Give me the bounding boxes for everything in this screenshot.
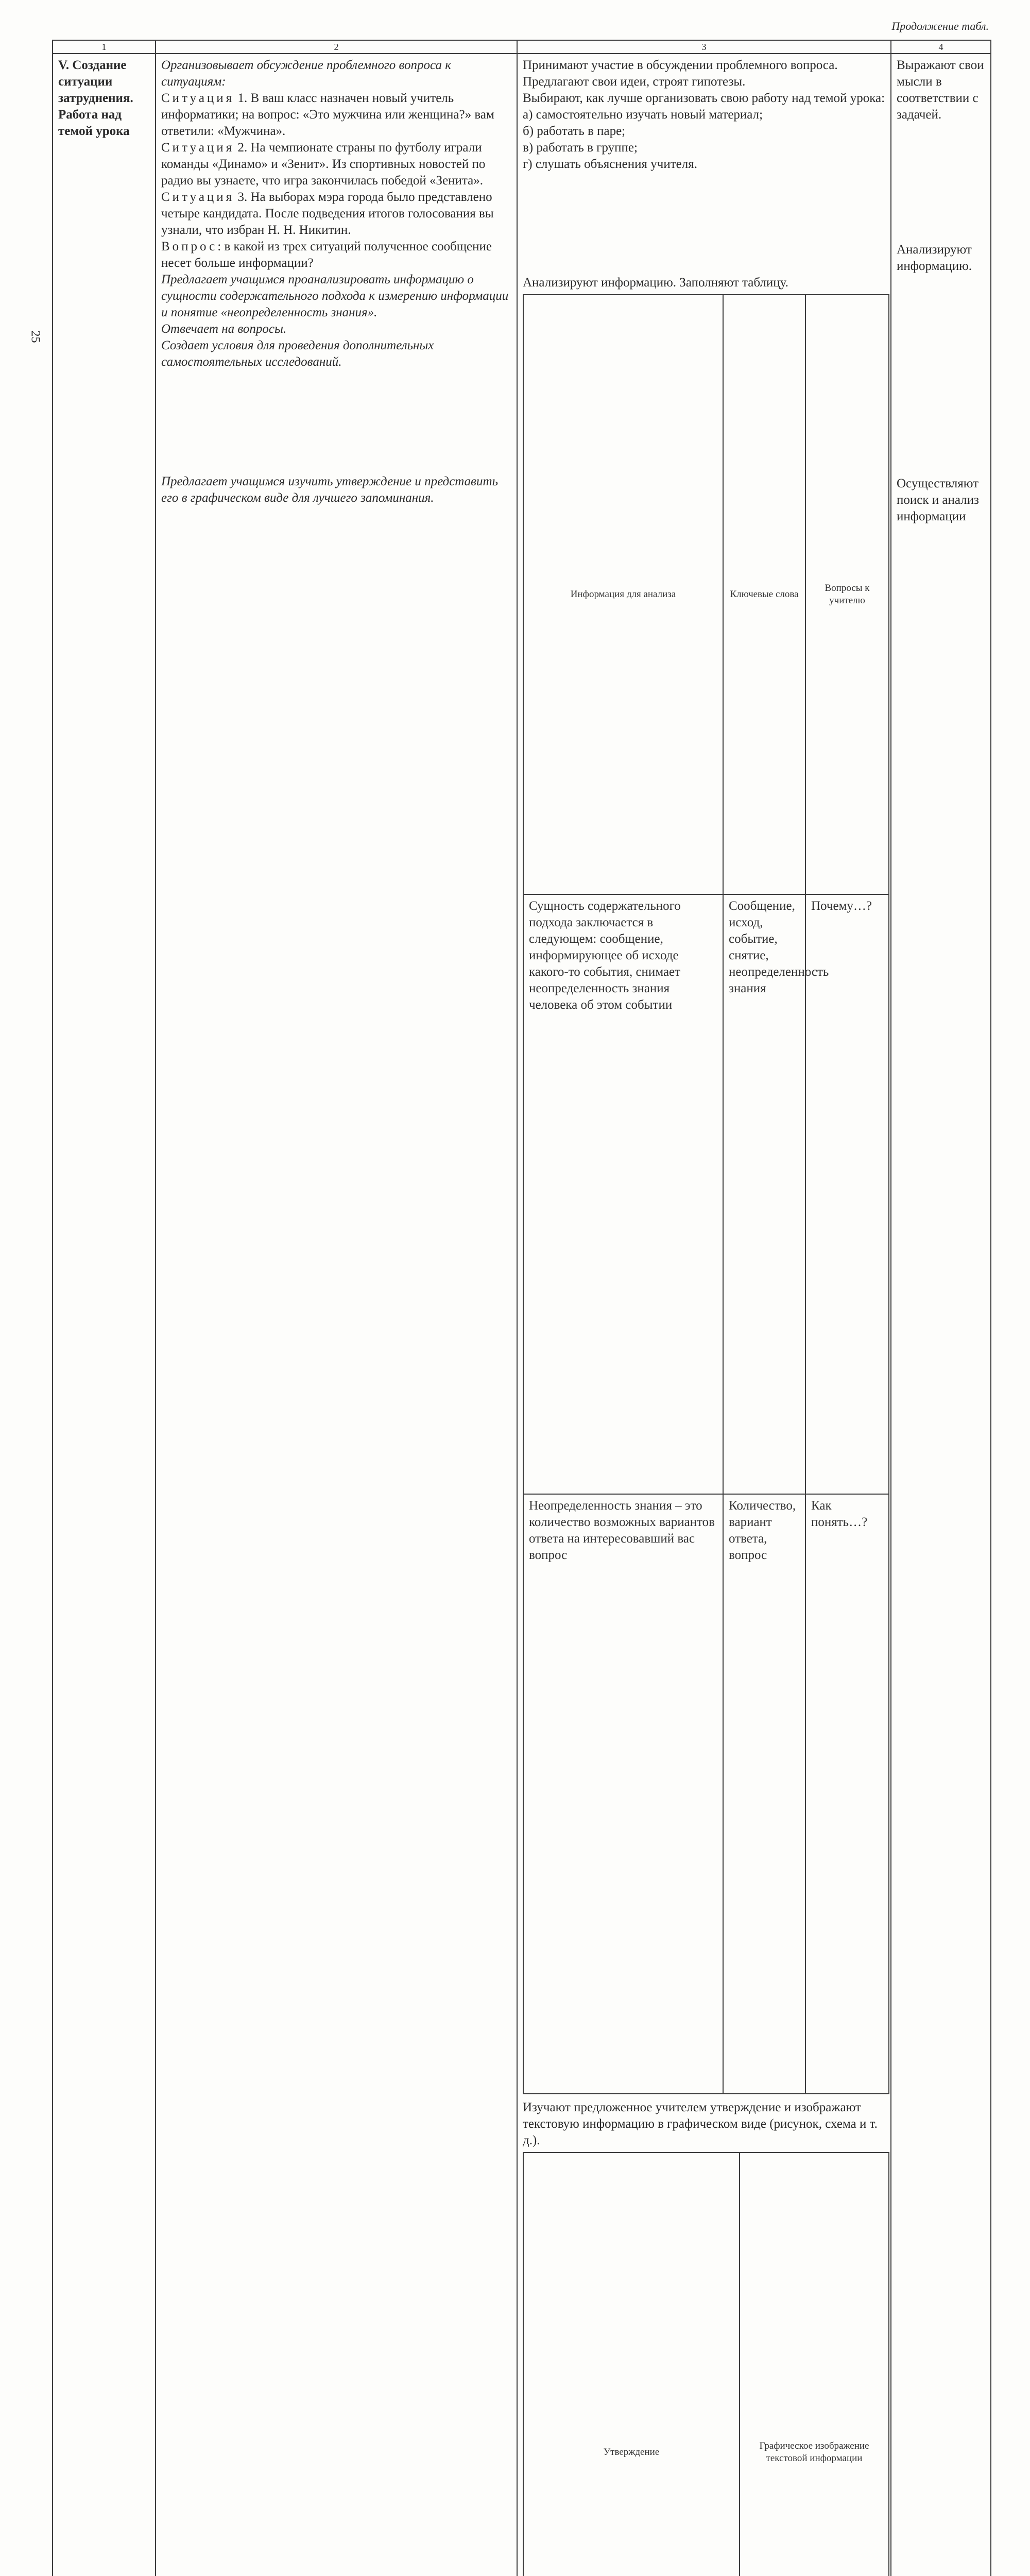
option-c: в) работать в группе; — [523, 141, 638, 155]
students-study: Изучают предложенное учителем утверждение и изображают текстовую информацию в графическом виде (рисунок, схема и т. д.). — [523, 2100, 878, 2147]
analysis-header-questions: Вопросы к учителю — [805, 295, 889, 894]
stage-cell — [53, 54, 156, 2576]
statement-table — [523, 2152, 889, 2576]
analysis-info-2: Неопределенность знания – это количество возможных вариантов ответа на интересовавший вас вопрос — [523, 1494, 723, 2094]
lesson-plan-table — [52, 40, 991, 2576]
column-number-4: 4 — [891, 40, 991, 54]
table-continuation-caption: Продолжение табл. — [891, 20, 989, 32]
situation-3: Ситуация 3. На выборах мэра города было представлено четыре кандидата. После подведения итогов голосования вы узнали, что избран Н. Н. Никитин. — [161, 190, 494, 237]
students-p3: Выбирают, как лучше организовать свою работу над темой урока: — [523, 91, 885, 105]
students-p1: Принимают участие в обсуждении проблемного вопроса. — [523, 58, 838, 72]
students-p2: Предлагают свои идеи, строят гипотезы. — [523, 75, 746, 89]
analysis-keywords-2: Количество, вариант ответа, вопрос — [723, 1494, 805, 2094]
table-row — [523, 1494, 889, 2094]
column-number-3: 3 — [517, 40, 891, 54]
teacher-activity-cell — [156, 54, 517, 2576]
analysis-info-1: Сущность содержательного подхода заключается в следующем: сообщение, информирующее об исходе какого-то события, снимает неопределенность знания человека об этом событии — [523, 894, 723, 1494]
page-number: 25 — [28, 330, 42, 343]
result-1: Выражают свои мысли в соответствии с задачей. — [897, 58, 984, 122]
result-2: Анализируют информацию. — [897, 243, 972, 273]
student-activity-cell — [517, 54, 891, 2576]
students-analyze: Анализируют информацию. Заполняют таблицу. — [523, 276, 788, 290]
teacher-conditions: Создает условия для проведения дополнительных самостоятельных исследований. — [161, 338, 434, 369]
situation-2: Ситуация 2. На чемпионате страны по футболу играли команды «Динамо» и «Зенит». Из спортивных новостей по радио вы узнаете, что игра закончилась победой «Зенита». — [161, 141, 486, 188]
table-row — [523, 894, 889, 1494]
teacher-intro: Организовывает обсуждение проблемного вопроса к ситуациям: — [161, 58, 451, 89]
column-number-1: 1 — [53, 40, 156, 54]
analysis-table — [523, 294, 889, 2094]
statement-header: Утверждение — [523, 2153, 740, 2576]
analysis-question-1: Почему…? — [805, 894, 889, 1494]
analysis-header-info: Информация для анализа — [523, 295, 723, 894]
column-number-2: 2 — [156, 40, 517, 54]
analysis-keywords-1: Сообщение, исход, событие, снятие, неопределенность знания — [723, 894, 805, 1494]
result-3: Осуществляют поиск и анализ информации — [897, 477, 979, 523]
teacher-graphic: Предлагает учащимся изучить утверждение и представить его в графическом виде для лучшего запоминания. — [161, 474, 498, 505]
analysis-header-keywords: Ключевые слова — [723, 295, 805, 894]
teacher-answers: Отвечает на вопросы. — [161, 322, 287, 336]
question: Вопрос: в какой из трех ситуаций полученное сообщение несет больше информации? — [161, 240, 492, 270]
option-b: б) работать в паре; — [523, 124, 626, 138]
option-d: г) слушать объяснения учителя. — [523, 157, 697, 171]
results-cell — [891, 54, 991, 2576]
analysis-question-2: Как понять…? — [805, 1494, 889, 2094]
situation-1: Ситуация 1. В ваш класс назначен новый учитель информатики; на вопрос: «Это мужчина или женщина?» вам ответили: «Мужчина». — [161, 91, 494, 138]
teacher-analyze: Предлагает учащимся проанализировать информацию о сущности содержательного подхода к измерению информации и понятие «неопределенность знания». — [161, 273, 509, 319]
stage-title: V. Создание ситуации затруднения. Работа над темой урока — [58, 58, 133, 138]
option-a: а) самостоятельно изучать новый материал; — [523, 108, 763, 122]
graphic-header: Графическое изображение текстовой информации — [740, 2153, 889, 2576]
